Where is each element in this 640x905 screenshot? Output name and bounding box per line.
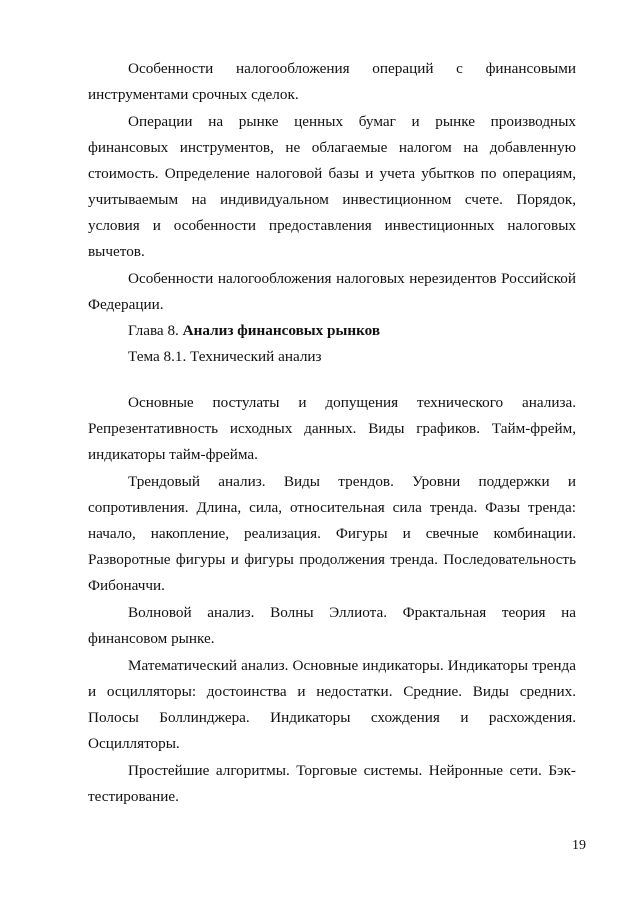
paragraph-wave-analysis: Волновой анализ. Волны Эллиота. Фрактальная теория на финансовом рынке. [88, 604, 576, 647]
topic-heading: Тема 8.1. Технический анализ [128, 348, 322, 365]
paragraph-securities-operations: Операции на рынке ценных бумаг и рынке производных финансовых инструментов, не облагаемые налогом на добавленную стоимость. Определение налоговой базы и учета убытков по операциям, учитываемым на индивидуальном инвестиционном счете. Порядок, условия и особенности предоставления инвестиционных налоговых вычетов. [88, 113, 576, 260]
chapter-prefix: Глава 8. [128, 322, 183, 339]
paragraph-algorithms: Простейшие алгоритмы. Торговые системы. Нейронные сети. Бэк-тестирование. [88, 762, 576, 805]
document-page [88, 56, 576, 810]
paragraph-math-analysis: Математический анализ. Основные индикаторы. Индикаторы тренда и осцилляторы: достоинства и недостатки. Средние. Виды средних. Полосы Боллинджера. Индикаторы схождения и расхождения. Осцилляторы. [88, 657, 576, 752]
page-number: 19 [572, 838, 586, 853]
paragraph-taxation-derivatives: Особенности налогообложения операций с финансовыми инструментами срочных сделок. [88, 60, 576, 103]
paragraph-non-residents: Особенности налогообложения налоговых нерезидентов Российской Федерации. [88, 270, 576, 313]
chapter-title: Анализ финансовых рынков [182, 322, 381, 339]
chapter-heading [88, 318, 576, 344]
paragraph-postulates: Основные постулаты и допущения технического анализа. Репрезентативность исходных данных. Виды графиков. Тайм-фрейм, индикаторы тайм-фрейма. [88, 394, 576, 463]
paragraph-trend-analysis: Трендовый анализ. Виды трендов. Уровни поддержки и сопротивления. Длина, сила, относительная сила тренда. Фазы тренда: начало, накопление, реализация. Фигуры и свечные комбинации. Разворотные фигуры и фигуры продолжения тренда. Последовательность Фибоначчи. [88, 473, 576, 594]
